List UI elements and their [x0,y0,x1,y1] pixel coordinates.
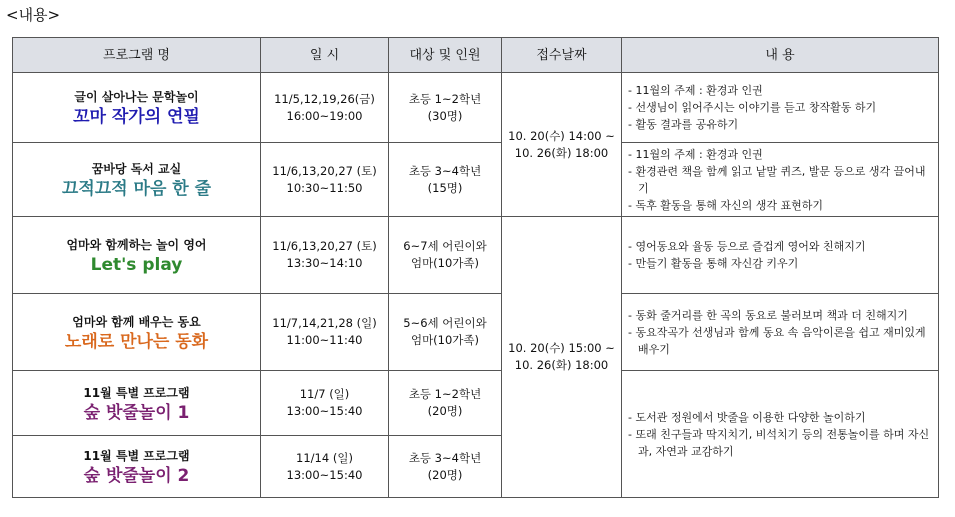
target-cell [389,436,502,498]
program-time: 13:00~15:40 [286,467,363,482]
program-count: (20명) [427,467,463,482]
datetime-cell [261,436,389,498]
program-time: 11:00~11:40 [286,333,363,347]
content-item: - 영어동요와 율동 등으로 즐겁게 영어와 친해지기 [628,240,866,253]
program-count: (15명) [427,180,463,195]
program-name-cell [13,217,261,294]
table-header-row [13,38,939,73]
target-cell [389,371,502,436]
program-time: 10:30~11:50 [286,180,363,195]
program-time: 16:00~19:00 [286,108,363,123]
program-title: 꼬마 작가의 연필 [73,107,200,127]
program-count: (30명) [427,108,463,123]
program-time: 13:00~15:40 [286,404,363,418]
program-target: 초등 1~2학년 [408,91,482,106]
datetime-cell [261,143,389,217]
datetime-cell [261,294,389,371]
program-date: 11/5,12,19,26(금) [274,91,375,106]
content-item: - 환경관련 책을 함께 읽고 낱말 퀴즈, 발문 등으로 생각 끌어내기 [628,164,926,195]
registration-end: 10. 26(화) 18:00 [514,358,609,372]
program-count: 엄마(10가족) [410,256,480,270]
program-date: 11/14 (일) [296,450,353,465]
program-subtitle: 글이 살아나는 문학놀이 [74,90,199,104]
content-item: - 동화 줄거리를 한 곡의 동요로 불러보며 책과 더 친해지기 [628,308,908,322]
header-datetime: 일 시 [261,38,389,73]
content-item: - 11월의 주제 : 환경과 인권 [628,84,763,97]
program-target: 6~7세 어린이와 [403,239,487,253]
target-cell [389,73,502,143]
registration-start: 10. 20(수) 15:00 ~ [508,341,615,355]
content-cell [622,143,939,217]
program-title: 노래로 만나는 동화 [64,331,209,352]
program-time: 13:30~14:10 [286,256,363,270]
program-title: Let's play [90,254,183,275]
datetime-cell [261,371,389,436]
program-name-cell [13,371,261,436]
program-name-cell [13,294,261,371]
datetime-cell [261,73,389,143]
content-cell [622,371,939,498]
program-date: 11/6,13,20,27 (토) [272,163,377,178]
program-name-cell [13,436,261,498]
registration-end: 10. 26(화) 18:00 [514,145,609,160]
program-count: (20명) [427,404,463,418]
program-name-cell [13,73,261,143]
program-subtitle: 11월 특별 프로그램 [83,449,190,463]
program-subtitle: 엄마와 함께하는 놀이 영어 [66,237,207,252]
content-item: - 선생님이 읽어주시는 이야기를 듣고 창작활동 하기 [628,101,877,114]
table-row [13,143,939,217]
target-cell [389,217,502,294]
registration-start: 10. 20(수) 14:00 ~ [508,128,615,143]
program-title: 숲 밧줄놀이 1 [83,402,190,423]
content-cell [622,217,939,294]
program-count: 엄마(10가족) [410,333,480,347]
program-table [12,37,939,498]
header-content: 내 용 [622,38,939,73]
content-cell [622,294,939,371]
program-date: 11/6,13,20,27 (토) [272,239,377,253]
registration-cell [502,217,622,498]
content-cell [622,73,939,143]
program-target: 초등 3~4학년 [408,450,482,465]
content-item: - 도서관 정원에서 밧줄을 이용한 다양한 놀이하기 [628,410,866,424]
content-item: - 만들기 활동을 통해 자신감 키우기 [628,257,799,270]
table-row [13,371,939,436]
content-item: - 활동 결과를 공유하기 [628,118,739,131]
header-target: 대상 및 인원 [389,38,502,73]
datetime-cell [261,217,389,294]
program-date: 11/7,14,21,28 (일) [272,316,377,330]
program-subtitle: 꿈바당 독서 교실 [91,162,182,176]
program-name-cell [13,143,261,217]
program-target: 5~6세 어린이와 [403,316,487,330]
program-subtitle: 엄마와 함께 배우는 동요 [72,314,201,329]
content-item: - 독후 활동을 통해 자신의 생각 표현하기 [628,198,823,212]
program-title: 끄적끄적 마음 한 줄 [61,179,212,199]
content-item: - 11월의 주제 : 환경과 인권 [628,147,763,161]
section-title: <내용> [6,6,61,24]
header-registration: 접수날짜 [502,38,622,73]
program-title: 숲 밧줄놀이 2 [83,466,190,486]
program-target: 초등 1~2학년 [408,387,482,401]
table-row [13,294,939,371]
program-date: 11/7 (일) [299,387,350,401]
table-row [13,73,939,143]
program-target: 초등 3~4학년 [408,163,482,178]
content-item: - 또래 친구들과 딱지치기, 비석치기 등의 전통놀이를 하며 자신과, 자연과 교감하기 [628,427,930,458]
target-cell [389,143,502,217]
registration-cell [502,73,622,217]
target-cell [389,294,502,371]
content-item: - 동요작곡가 선생님과 함께 동요 속 음악이론을 쉽고 재미있게 배우기 [628,325,926,356]
header-program-name: 프로그램 명 [13,38,261,73]
program-subtitle: 11월 특별 프로그램 [83,385,190,400]
table-row [13,217,939,294]
